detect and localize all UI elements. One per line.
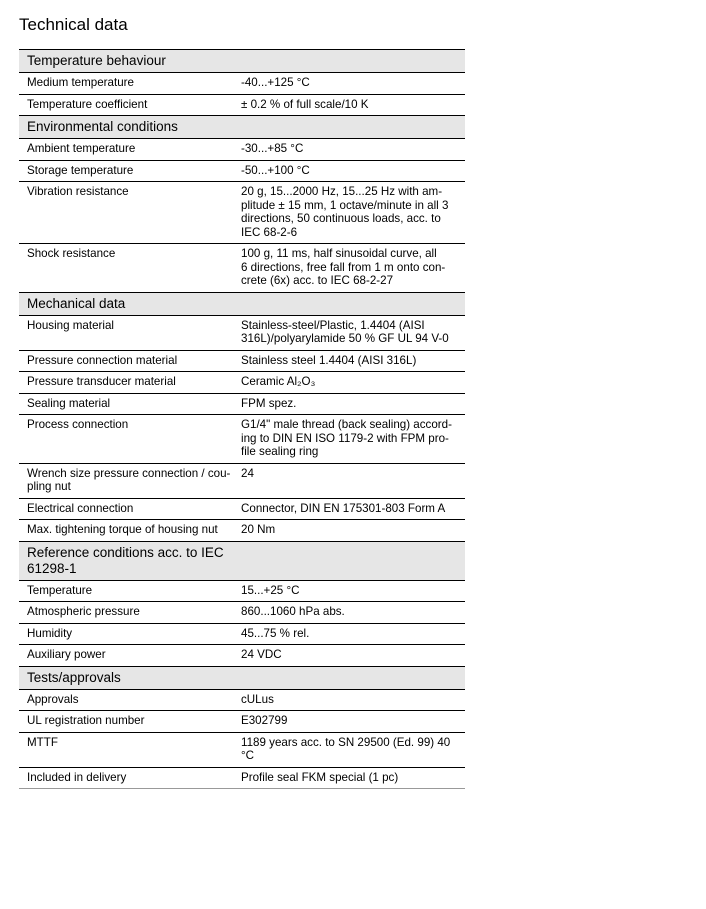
section-heading: Environmental conditions xyxy=(19,116,465,139)
section-heading: Reference conditions acc. to IEC 61298-1 xyxy=(19,542,465,581)
row-label: Atmospheric pressure xyxy=(27,605,140,618)
table-row xyxy=(19,415,465,464)
row-value: -50...+100 °C xyxy=(241,163,310,177)
row-label: Vibration resistance xyxy=(27,185,129,198)
table-row xyxy=(19,316,465,351)
table-row xyxy=(19,733,465,768)
row-value: 24 VDC xyxy=(241,648,282,661)
table-row xyxy=(19,520,465,542)
table-row xyxy=(19,182,465,244)
row-label: Max. tightening torque of housing nut xyxy=(27,523,218,536)
row-value: 15...+25 °C xyxy=(241,583,300,597)
row-label: MTTF xyxy=(27,735,58,749)
row-label: Pressure connection material xyxy=(27,353,178,367)
row-label: Included in delivery xyxy=(27,770,127,784)
table-row xyxy=(19,602,465,624)
table-row xyxy=(19,711,465,733)
technical-data-table xyxy=(19,49,465,789)
row-label: Temperature xyxy=(27,583,93,597)
row-label: Medium temperature xyxy=(27,76,134,89)
row-label: Housing material xyxy=(27,318,114,332)
row-value: 20 g, 15...2000 Hz, 15...25 Hz with am- plitude ± 15 mm, 1 octave/minute in all 3 directions, 50 continuous loads, acc. to IEC 68-2-6 xyxy=(241,185,449,239)
table-row xyxy=(19,394,465,416)
table-row xyxy=(19,161,465,183)
table-row xyxy=(19,645,465,667)
table-row xyxy=(19,499,465,521)
table-row xyxy=(19,690,465,712)
row-value: Stainless-steel/Plastic, 1.4404 (AISI 316L)/polyarylamide 50 % GF UL 94 V-0 xyxy=(241,318,449,345)
row-value: -30...+85 °C xyxy=(241,142,304,155)
row-label: Electrical connection xyxy=(27,501,134,515)
row-label: Sealing material xyxy=(27,396,111,410)
row-value: E302799 xyxy=(241,714,288,727)
row-label: Ambient temperature xyxy=(27,142,136,155)
table-row xyxy=(19,464,465,499)
row-value: 20 Nm xyxy=(241,523,276,536)
row-value: FPM spez. xyxy=(241,396,297,410)
row-value: Stainless steel 1.4404 (AISI 316L) xyxy=(241,353,417,367)
row-value: 24 xyxy=(241,466,254,480)
row-value: 860...1060 hPa abs. xyxy=(241,605,345,618)
row-label: Wrench size pressure connection / cou- pling nut xyxy=(27,466,231,493)
row-label: Approvals xyxy=(27,692,79,706)
section-heading: Temperature behaviour xyxy=(19,50,465,73)
row-value: G1/4" male thread (back sealing) accord- ing to DIN EN ISO 1179-2 with FPM pro- file sealing ring xyxy=(241,418,452,458)
table-row xyxy=(19,581,465,603)
row-label: Humidity xyxy=(27,626,73,640)
row-value: ± 0.2 % of full scale/10 K xyxy=(241,97,369,111)
table-row xyxy=(19,624,465,646)
table-row xyxy=(19,139,465,161)
section-heading: Mechanical data xyxy=(19,293,465,316)
row-value: Ceramic Al₂O₃ xyxy=(241,375,316,388)
row-label: Temperature coefficient xyxy=(27,97,148,111)
row-value: Profile seal FKM special (1 pc) xyxy=(241,770,399,784)
row-value: cULus xyxy=(241,692,274,706)
table-row xyxy=(19,73,465,95)
table-row xyxy=(19,95,465,117)
row-label: Pressure transducer material xyxy=(27,375,176,388)
row-label: Storage temperature xyxy=(27,163,134,177)
row-label: Auxiliary power xyxy=(27,648,106,661)
table-row xyxy=(19,768,465,790)
row-value: 100 g, 11 ms, half sinusoidal curve, all 6 directions, free fall from 1 m onto con- crete (6x) acc. to IEC 68-2-27 xyxy=(241,247,446,287)
row-value: -40...+125 °C xyxy=(241,76,310,89)
table-row xyxy=(19,372,465,394)
row-value: 45...75 % rel. xyxy=(241,626,310,640)
table-row xyxy=(19,351,465,373)
table-row xyxy=(19,244,465,293)
page-title: Technical data xyxy=(19,15,128,34)
row-value: 1189 years acc. to SN 29500 (Ed. 99) 40 °C xyxy=(241,735,451,762)
section-heading: Tests/approvals xyxy=(19,667,465,690)
row-value: Connector, DIN EN 175301-803 Form A xyxy=(241,501,446,515)
row-label: Shock resistance xyxy=(27,247,116,260)
row-label: Process connection xyxy=(27,418,129,431)
row-label: UL registration number xyxy=(27,714,145,727)
